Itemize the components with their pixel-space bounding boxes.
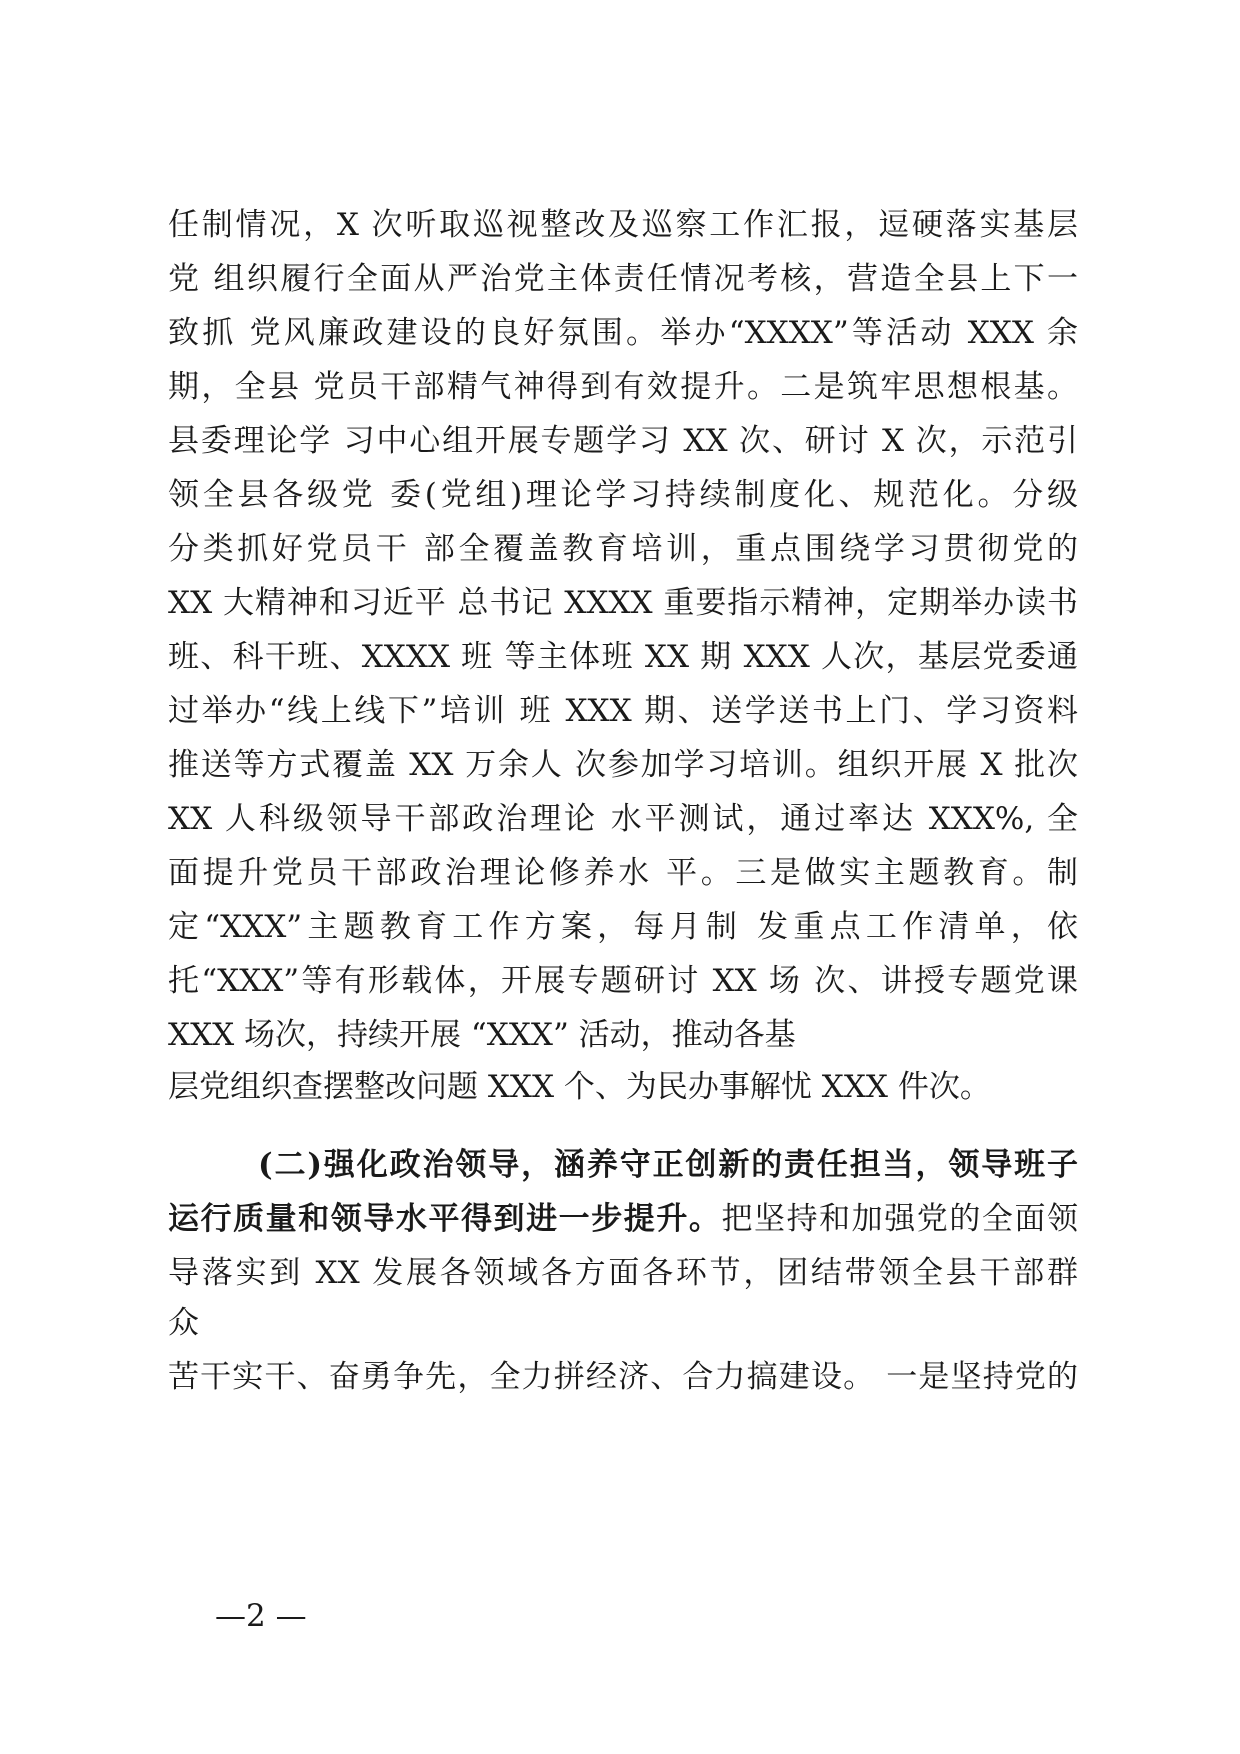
paragraph-line: 过举办“线上线下”培训 班 XXX 期、送学送书上门、学习资料 [168, 693, 1078, 729]
paragraph-line: XX 大精神和习近平 总书记 XXXX 重要指示精神，定期举办读书 [168, 585, 1078, 621]
paragraph-line: 导落实到 XX 发展各领域各方面各环节，团结带领全县干部群 [168, 1255, 1078, 1291]
paragraph-line: 层党组织查摆整改问题 XXX 个、为民办事解忧 XXX 件次。 [168, 1069, 991, 1105]
paragraph-line: 定“XXX”主题教育工作方案，每月制 发重点工作清单，依 [168, 909, 1078, 945]
paragraph-text: 把坚持和加强党的全面领 [721, 1201, 1079, 1237]
paragraph-line: 党 组织履行全面从严治党主体责任情况考核，营造全县上下一 [168, 261, 1078, 297]
paragraph-line: XX 人科级领导干部政治理论 水平测试，通过率达 XXX%, 全 [168, 801, 1078, 837]
section-heading: (二)强化政治领导，涵养守正创新的责任担当，领导班子 [258, 1147, 1078, 1183]
paragraph-line: 班、科干班、XXXX 班 等主体班 XX 期 XXX 人次，基层党委通 [168, 639, 1078, 675]
paragraph-line: 苦干实干、奋勇争先，全力拼经济、合力搞建设。 一是坚持党的 [168, 1359, 1078, 1395]
paragraph-line: 分类抓好党员干 部全覆盖教育培训，重点围绕学习贯彻党的 [168, 531, 1078, 567]
section-heading-bold-text: 运行质量和领导水平得到进一步提升。 [168, 1201, 722, 1237]
paragraph-line: 众 [168, 1305, 199, 1341]
section-heading-continuation [168, 1199, 1078, 1239]
paragraph-line: 期，全县 党员干部精气神得到有效提升。二是筑牢思想根基。 [168, 369, 1078, 405]
paragraph-line: XXX 场次，持续开展 “XXX” 活动，推动各基 [168, 1017, 796, 1053]
paragraph-line: 面提升党员干部政治理论修养水 平。三是做实主题教育。制 [168, 855, 1078, 891]
paragraph-line: 任制情况，X 次听取巡视整改及巡察工作汇报，逗硬落实基层 [168, 207, 1078, 243]
paragraph-line: 推送等方式覆盖 XX 万余人 次参加学习培训。组织开展 X 批次 [168, 747, 1078, 783]
page-number: —2 — [215, 1598, 307, 1634]
paragraph-line: 县委理论学 习中心组开展专题学习 XX 次、研讨 X 次，示范引 [168, 423, 1078, 459]
paragraph-line: 托“XXX”等有形载体，开展专题研讨 XX 场 次、讲授专题党课 [168, 963, 1078, 999]
paragraph-line: 领全县各级党 委(党组)理论学习持续制度化、规范化。分级 [168, 477, 1078, 513]
paragraph-line: 致抓 党风廉政建设的良好氛围。举办“XXXX”等活动 XXX 余 [168, 315, 1078, 351]
